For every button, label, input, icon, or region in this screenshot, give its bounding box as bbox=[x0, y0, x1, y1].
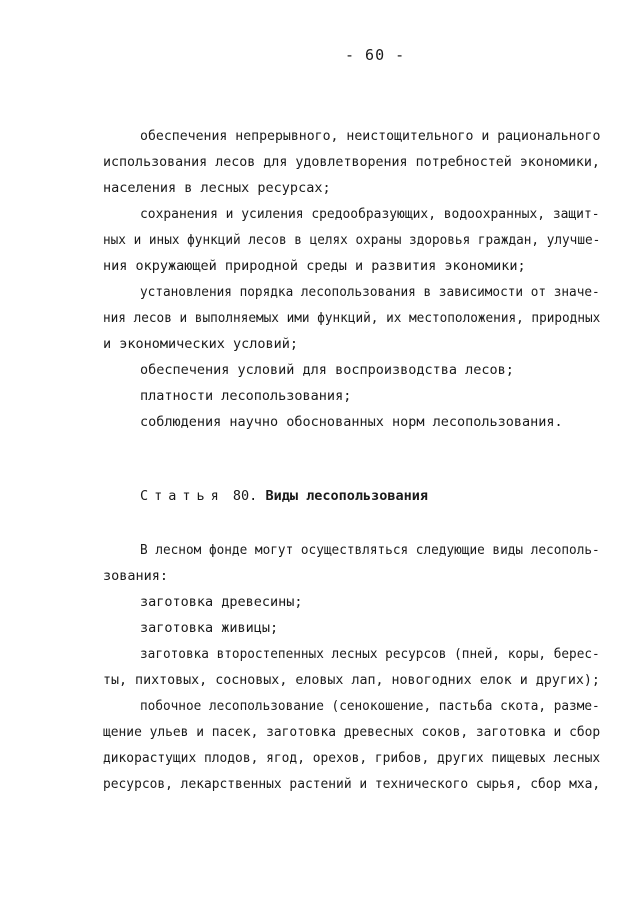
article-number: 80. bbox=[232, 488, 258, 504]
text-line: заготовка второстепенных лесных ресурсов (пней, коры, берес- bbox=[140, 646, 600, 662]
text-line: В лесном фонде могут осуществляться следующие виды лесополь- bbox=[140, 542, 600, 558]
text-line: зования: bbox=[103, 568, 169, 584]
text-line: соблюдения научно обоснованных норм лесопользования. bbox=[140, 414, 563, 430]
text-line: установления порядка лесопользования в зависимости от значе- bbox=[140, 284, 600, 300]
text-line: заготовка живицы; bbox=[140, 620, 279, 636]
text-line: и экономических условий; bbox=[103, 336, 299, 352]
text-line: ресурсов, лекарственных растений и технического сырья, сбор мха, bbox=[103, 776, 601, 792]
text-line: обеспечения непрерывного, неистощительного и рационального bbox=[140, 128, 601, 144]
text-line: платности лесопользования; bbox=[140, 388, 352, 404]
text-line: ты, пихтовых, сосновых, еловых лап, новогодних елок и других); bbox=[103, 672, 600, 688]
text-line: заготовка древесины; bbox=[140, 594, 303, 610]
text-line: использования лесов для удовлетворения потребностей экономики, bbox=[103, 154, 600, 170]
text-line: дикорастущих плодов, ягод, орехов, грибов, других пищевых лесных bbox=[103, 750, 601, 766]
text-line: побочное лесопользование (сенокошение, пастьба скота, разме- bbox=[140, 698, 600, 714]
text-line: ных и иных функций лесов в целях охраны здоровья граждан, улучше- bbox=[103, 232, 601, 248]
article-title: Виды лесопользования bbox=[265, 488, 429, 504]
article-word: Статья bbox=[140, 488, 225, 504]
article-heading bbox=[140, 488, 428, 504]
text-line: населения в лесных ресурсах; bbox=[103, 180, 331, 196]
page-number: - 60 - bbox=[345, 46, 406, 64]
text-line: сохранения и усиления средообразующих, водоохранных, защит- bbox=[140, 206, 600, 222]
text-line: ния окружающей природной среды и развития экономики; bbox=[103, 258, 526, 274]
text-line: ния лесов и выполняемых ими функций, их местоположения, природных bbox=[103, 310, 601, 326]
text-line: обеспечения условий для воспроизводства лесов; bbox=[140, 362, 514, 378]
text-line: щение ульев и пасек, заготовка древесных соков, заготовка и сбор bbox=[103, 724, 601, 740]
